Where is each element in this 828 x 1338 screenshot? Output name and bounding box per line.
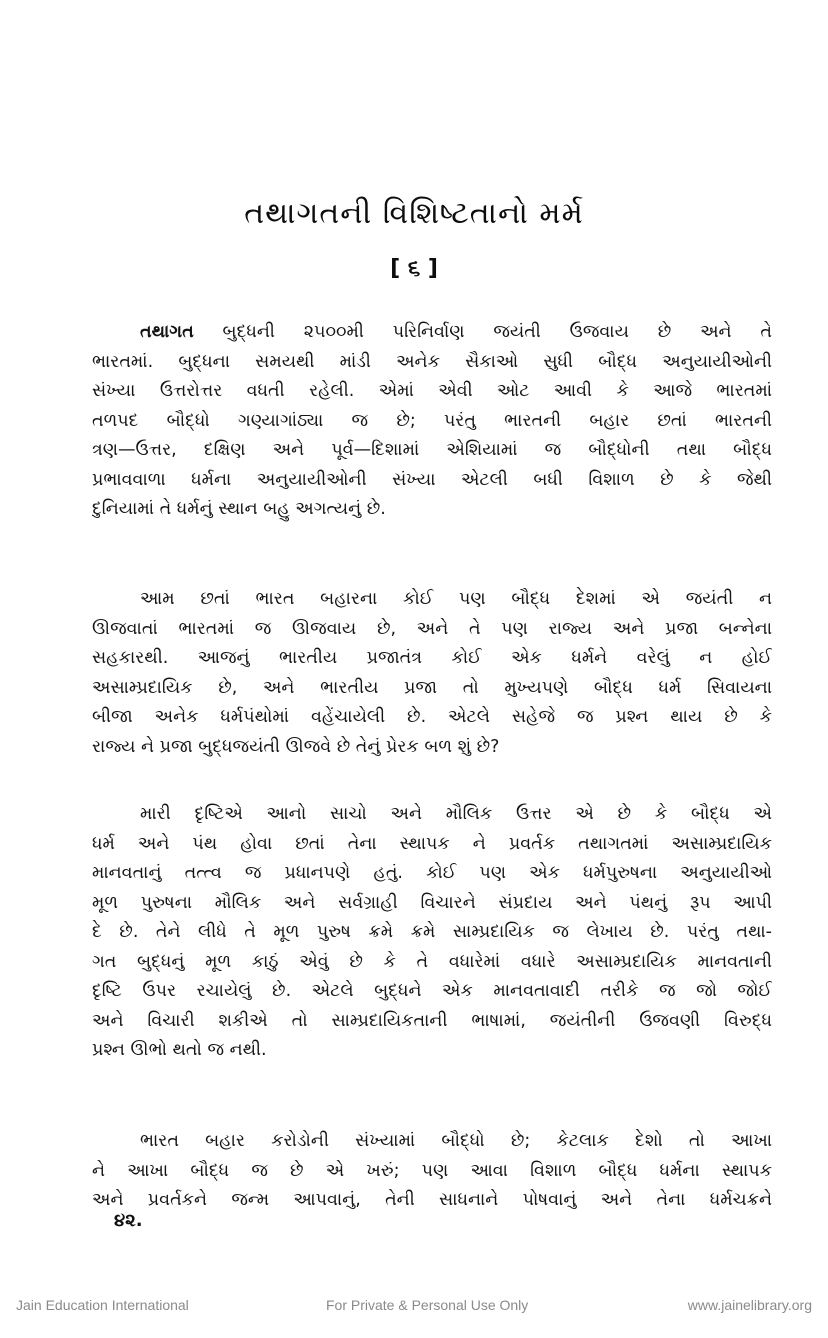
text-line: અને વિચારી શકીએ તો સામ્પ્રદાયિકતાની ભાષામાં, જયંતીની ઉજવણી વિરુદ્ધ: [92, 1010, 772, 1031]
text-line: સહકારથી. આજનું ભારતીય પ્રજાતંત્ર કોઈ એક ધર્મને વરેલું ન હોઈ: [92, 648, 772, 668]
footer-usage-note: For Private & Personal Use Only: [326, 1297, 529, 1313]
text-line: દે છે. તેને લીધે તે મૂળ પુરુષ ક્રમે ક્રમે સામ્પ્રદાયિક જ લેખાય છે. પરંતુ તથા-: [92, 922, 772, 942]
paragraph-1: [92, 318, 772, 525]
text-line: રાજ્ય ને પ્રજા બુદ્ધજયંતી ઊજવે છે તેનું પ્રેરક બળ શું છે?: [92, 736, 500, 757]
text-line: પ્રશ્ન ઊભો થતો જ નથી.: [92, 1040, 267, 1060]
text-line: ત્રણ—ઉત્તર, દક્ષિણ અને પૂર્વ—દિશામાં એશિયામાં જ બૌદ્ધોની તથા બૌદ્ધ: [92, 440, 772, 460]
text-line: તથાગત બુદ્ધની ૨૫૦૦મી પરિનિર્વાણ જયંતી ઉજવાય છે અને તે: [140, 322, 772, 342]
text-line: ગત બુદ્ધનું મૂળ કાઠું એવું છે કે તે વધારેમાં વધારે અસામ્પ્રદાયિક માનવતાની: [92, 951, 772, 972]
paragraph-3: [92, 800, 772, 1066]
text-line: મૂળ પુરુષના મૌલિક અને સર્વગ્રાહી વિચારને સંપ્રદાય અને પંથનું રૂપ આપી: [92, 892, 772, 913]
page-number: ૪૨.: [114, 1210, 143, 1231]
text-line: બીજા અનેક ધર્મપંથોમાં વહેંચાયેલી છે. એટલે સહેજે જ પ્રશ્ન થાય છે કે: [92, 707, 772, 727]
text-line: તળપદ બૌદ્ધો ગણ્યાગાંઠ્યા જ છે; પરંતુ ભારતની બહાર છતાં ભારતની: [92, 410, 772, 431]
page-footer: [0, 1297, 828, 1321]
text-line: દૃષ્ટિ ઉપર રચાયેલું છે. એટલે બુદ્ધને એક માનવતાવાદી તરીકે જ જો જોઈ: [92, 981, 772, 1001]
lead-bold-word: તથાગત: [140, 322, 194, 342]
text-line: પ્રભાવવાળા ધર્મના અનુયાયીઓની સંખ્યા એટલી બધી વિશાળ છે કે જેથી: [92, 469, 772, 490]
paragraph-2: [92, 585, 772, 762]
text-line: અને પ્રવર્તકને જન્મ આપવાનું, તેની સાધનાને પોષવાનું અને તેના ધર્મચક્રને: [92, 1190, 772, 1210]
text-line: આમ છતાં ભારત બહારના કોઈ પણ બૌદ્ધ દેશમાં એ જયંતી ન: [140, 589, 772, 609]
paragraph-4: [92, 1127, 772, 1216]
text-line: દુનિયામાં તે ધર્મનું સ્થાન બહુ અગત્યનું છે.: [92, 499, 386, 519]
text-line: અસામ્પ્રદાયિક છે, અને ભારતીય પ્રજા તો મુખ્યપણે બૌદ્ધ ધર્મ સિવાયના: [92, 677, 772, 698]
text-line: ભારતમાં. બુદ્ધના સમયથી માંડી અનેક સૈકાઓ સુધી બૌદ્ધ અનુયાયીઓની: [92, 351, 772, 372]
page-title: તથાગતની વિશિષ્ટતાનો મર્મ: [244, 196, 584, 231]
text-line: ભારત બહાર કરોડોની સંખ્યામાં બૌદ્ધો છે; કેટલાક દેશો તો આખા: [140, 1131, 772, 1151]
footer-publisher: Jain Education International: [16, 1297, 189, 1313]
text-line: ઊજવાતાં ભારતમાં જ ઊજવાય છે, અને તે પણ રાજ્ય અને પ્રજા બન્નેના: [92, 618, 772, 639]
section-number: [ ૬ ]: [390, 256, 438, 281]
text-line: મારી દૃષ્ટિએ આનો સાચો અને મૌલિક ઉત્તર એ છે કે બૌદ્ધ એ: [140, 804, 772, 824]
text-line: ધર્મ અને પંથ હોવા છતાં તેના સ્થાપક ને પ્રવર્તક તથાગતમાં અસામ્પ્રદાયિક: [92, 833, 772, 854]
text-line: સંખ્યા ઉત્તરોત્તર વધતી રહેલી. એમાં એવી ઓટ આવી કે આજે ભારતમાં: [92, 381, 772, 401]
text-line: માનવતાનું તત્ત્વ જ પ્રધાનપણે હતું. કોઈ પણ એક ધર્મપુરુષના અનુયાયીઓ: [92, 863, 772, 883]
footer-website-link[interactable]: www.jainelibrary.org: [687, 1297, 812, 1313]
text-line: ને આખા બૌદ્ધ જ છે એ ખરું; પણ આવા વિશાળ બૌદ્ધ ધર્મના સ્થાપક: [92, 1160, 772, 1181]
